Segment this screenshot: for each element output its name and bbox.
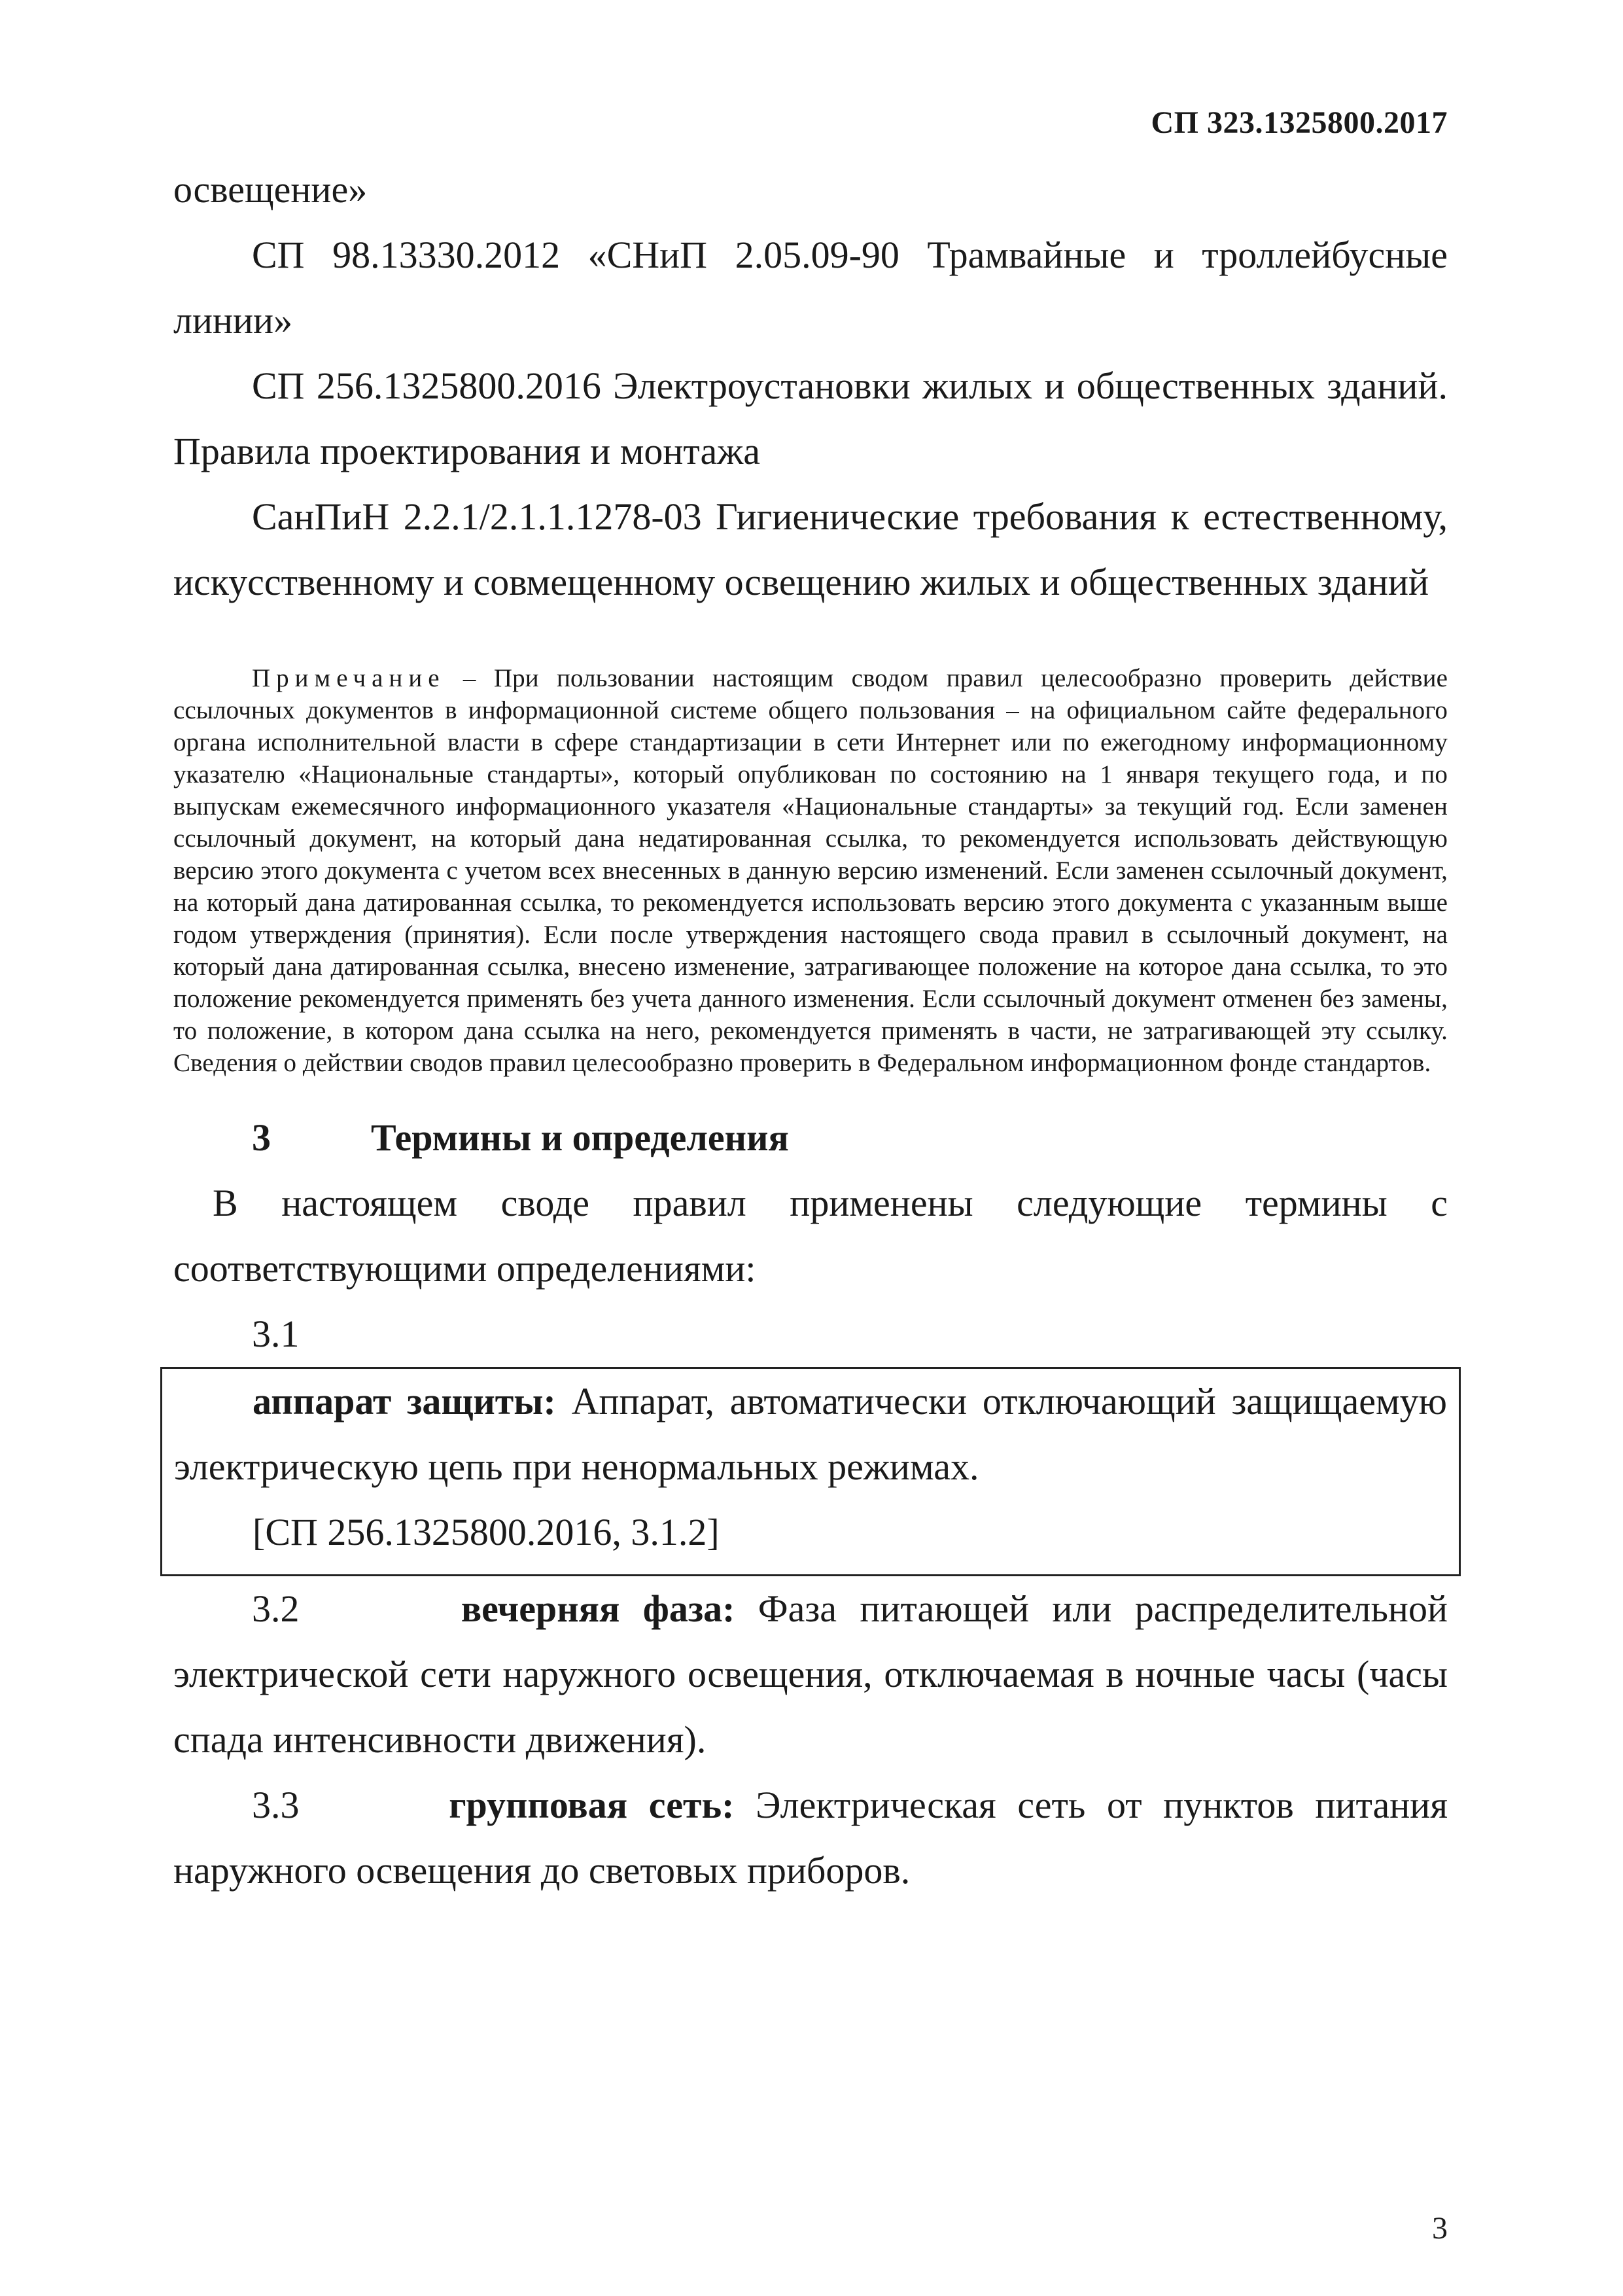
section-intro: В настоящем своде правил применены следующие термины с соответствующими определениями:: [173, 1182, 1448, 1290]
term-3-3-number: 3.3: [252, 1784, 300, 1826]
note-label: Примечание: [252, 664, 445, 692]
term-3-2-number: 3.2: [252, 1587, 300, 1630]
term-3-3-text: Электрическая сеть от пунктов питания наружного освещения до световых приборов.: [173, 1784, 1448, 1892]
term-3-1-name: аппарат защиты:: [253, 1380, 556, 1422]
section-title: Термины и определения: [371, 1116, 789, 1159]
term-number-3-1: 3.1: [252, 1313, 300, 1355]
term-3-2-entry: [173, 1576, 1448, 1773]
note-paragraph: [173, 662, 1448, 1079]
term-3-1-source: [СП 256.1325800.2016, 3.1.2]: [253, 1511, 720, 1553]
term-3-3-entry: [173, 1773, 1448, 1903]
term-3-1-definition: [174, 1369, 1447, 1500]
page-number: 3: [1432, 2211, 1448, 2246]
term-3-2-name: вечерняя фаза:: [461, 1587, 735, 1630]
term-3-3-name: групповая сеть:: [449, 1784, 735, 1826]
section-number: 3: [252, 1116, 271, 1159]
term-3-1-text: Аппарат, автоматически отключающий защищаемую электрическую цепь при ненормальных режимах.: [174, 1380, 1447, 1488]
term-3-2-text: Фаза питающей или распределительной электрической сети наружного освещения, отключаемая в ночные часы (часы спада интенсивности движения).: [173, 1587, 1448, 1761]
reference-sp98: СП 98.13330.2012 «СНиП 2.05.09-90 Трамвайные и троллейбусные линии»: [173, 234, 1448, 342]
document-code: СП 323.1325800.2017: [1151, 105, 1448, 140]
reference-sp256: СП 256.1325800.2016 Электроустановки жилых и общественных зданий. Правила проектирования и монтажа: [173, 364, 1448, 472]
note-text: – При пользовании настоящим сводом правил целесообразно проверить действие ссылочных документов в информационной системе общего пользования – на официальном сайте федерального органа исполнительной власти в сфере стандартизации в сети Интернет или по ежегодному информационному указателю «Национальные стандарты», который опубликован по состоянию на 1 января текущего года, и по выпускам ежемесячного информационного указателя «Национальные стандарты» за текущий год. Если заменен ссылочный документ, на который дана недатированная ссылка, то рекомендуется использовать действующую версию этого документа с учетом всех внесенных в данную версию изменений. Если заменен ссылочный документ, на который дана датированная ссылка, то рекомендуется использовать версию этого документа с указанным выше годом утверждения (принятия). Если после утверждения настоящего свода правил в ссылочный документ, на который дана датированная ссылка, внесено изменение, затрагивающее положение на которое дана ссылка, то это положение рекомендуется применять без учета данного изменения. Если ссылочный документ отменен без замены, то положение, в котором дана ссылка на него, рекомендуется применять в части, не затрагивающей эту ссылку. Сведения о действии сводов правил целесообразно проверить в Федеральном информационном фонде стандартов.: [173, 664, 1448, 1077]
reference-continuation: освещение»: [173, 168, 368, 211]
page-content: [173, 157, 1448, 1903]
reference-sanpin: СанПиН 2.2.1/2.1.1.1278-03 Гигиенические требования к естественному, искусственному и совмещенному освещению жилых и общественных зданий: [173, 495, 1448, 603]
quoted-term-box: [160, 1367, 1461, 1576]
section-heading: [173, 1105, 1448, 1171]
